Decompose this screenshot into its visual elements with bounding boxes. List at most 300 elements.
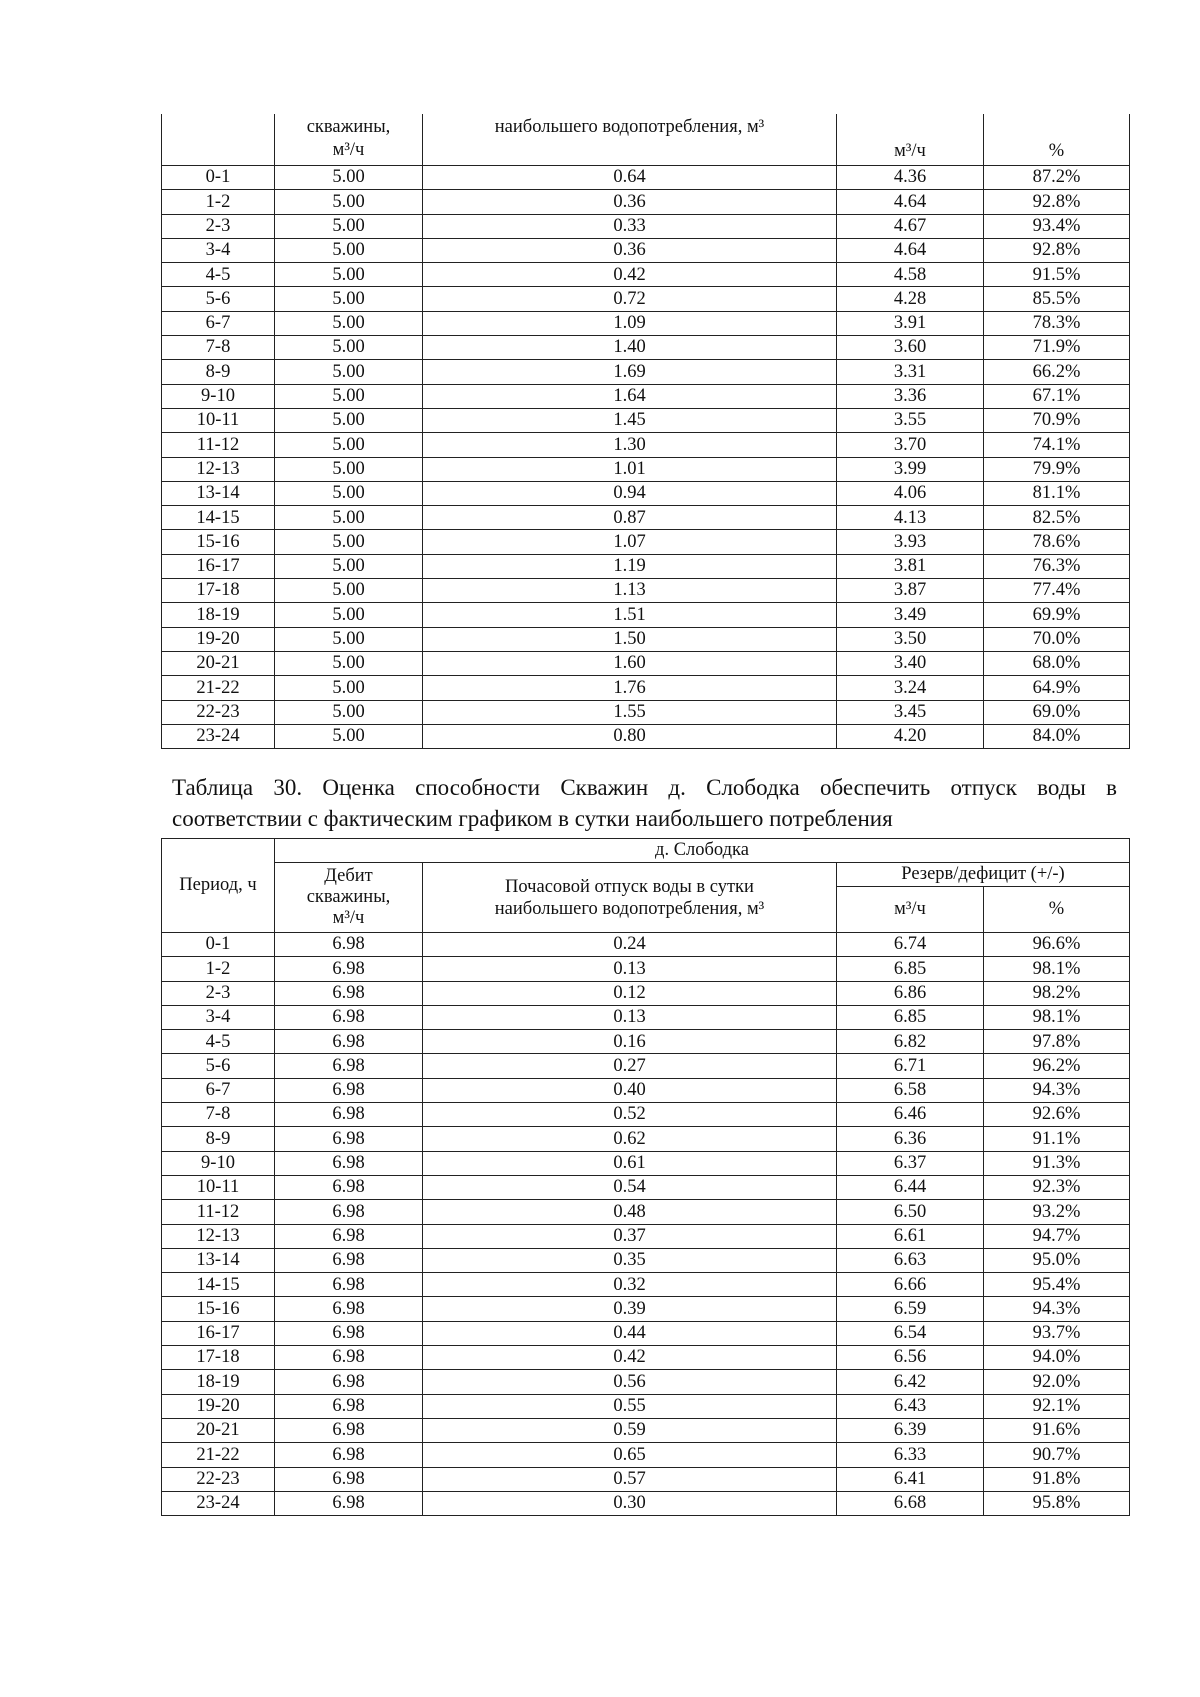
cell-release: 0.33 [423,214,837,238]
cell-reserve-pct: 92.8% [984,238,1130,262]
cell-release: 0.35 [423,1248,837,1272]
cell-yield: 5.00 [275,433,423,457]
table-row [162,530,1130,554]
cell-reserve-m3h: 6.63 [837,1248,984,1272]
cell-period: 22-23 [162,1467,275,1491]
table-row [162,1370,1130,1394]
cell-period: 9-10 [162,1151,275,1175]
cell-period: 8-9 [162,360,275,384]
cell-period: 2-3 [162,981,275,1005]
table-row [162,676,1130,700]
cell-reserve-m3h: 3.40 [837,651,984,675]
cell-yield: 5.00 [275,336,423,360]
table-row [162,1078,1130,1102]
cell-period: 9-10 [162,384,275,408]
table-row [162,724,1130,748]
cell-yield: 6.98 [275,1273,423,1297]
table-row [162,1151,1130,1175]
cell-yield: 6.98 [275,933,423,957]
cell-period: 15-16 [162,530,275,554]
table-continuation-header [162,114,1130,166]
cell-reserve-m3h: 6.43 [837,1394,984,1418]
cell-yield: 6.98 [275,1370,423,1394]
cell-yield: 6.98 [275,1491,423,1515]
cell-reserve-m3h: 6.85 [837,957,984,981]
cell-yield: 5.00 [275,700,423,724]
table-row [162,1175,1130,1199]
cell-reserve-pct: 69.9% [984,603,1130,627]
cell-reserve-m3h: 6.33 [837,1443,984,1467]
cell-period: 3-4 [162,1005,275,1029]
table-30 [161,838,1130,1516]
cell-reserve-pct: 70.9% [984,408,1130,432]
cell-reserve-m3h: 3.70 [837,433,984,457]
cell-reserve-pct: 87.2% [984,166,1130,190]
header-unit-pct: % [984,887,1130,933]
table-row [162,457,1130,481]
cell-reserve-pct: 97.8% [984,1030,1130,1054]
cell-yield: 5.00 [275,214,423,238]
cell-period: 6-7 [162,1078,275,1102]
cell-reserve-m3h: 6.68 [837,1491,984,1515]
cell-reserve-m3h: 4.20 [837,724,984,748]
cell-release: 0.59 [423,1418,837,1442]
cell-release: 0.94 [423,481,837,505]
header-yield-unit: м³/ч [332,908,365,928]
cell-period: 18-19 [162,1370,275,1394]
table-row [162,627,1130,651]
table-row [162,603,1130,627]
cell-reserve-m3h: 6.46 [837,1103,984,1127]
table-row [162,263,1130,287]
cell-reserve-pct: 95.8% [984,1491,1130,1515]
cell-yield: 5.00 [275,263,423,287]
table-continuation-body [162,166,1130,749]
header-unit-m3h: м³/ч [837,887,984,933]
cell-reserve-m3h: 4.64 [837,190,984,214]
cell-reserve-pct: 69.0% [984,700,1130,724]
cell-period: 1-2 [162,957,275,981]
table-continuation [161,114,1130,749]
cell-reserve-m3h: 3.49 [837,603,984,627]
cell-period: 13-14 [162,481,275,505]
cell-yield: 5.00 [275,651,423,675]
cell-release: 0.40 [423,1078,837,1102]
cell-release: 0.27 [423,1054,837,1078]
cell-reserve-pct: 66.2% [984,360,1130,384]
header-yield-label: скважины, [306,887,391,907]
table-row [162,1491,1130,1515]
cell-yield: 5.00 [275,481,423,505]
cell-reserve-m3h: 4.64 [837,238,984,262]
cell-reserve-pct: 71.9% [984,336,1130,360]
cell-reserve-m3h: 6.59 [837,1297,984,1321]
cell-reserve-pct: 94.3% [984,1297,1130,1321]
cell-release: 1.13 [423,579,837,603]
cell-period: 4-5 [162,1030,275,1054]
cell-release: 1.76 [423,676,837,700]
cell-release: 0.80 [423,724,837,748]
cell-period: 1-2 [162,190,275,214]
cell-reserve-pct: 96.6% [984,933,1130,957]
header-unit-m3h: м³/ч [837,114,984,166]
cell-reserve-m3h: 6.54 [837,1321,984,1345]
cell-release: 0.39 [423,1297,837,1321]
cell-period: 17-18 [162,1346,275,1370]
cell-reserve-pct: 95.0% [984,1248,1130,1272]
cell-reserve-m3h: 3.81 [837,554,984,578]
cell-yield: 6.98 [275,1443,423,1467]
cell-yield: 6.98 [275,1127,423,1151]
cell-release: 1.50 [423,627,837,651]
cell-release: 0.65 [423,1443,837,1467]
cell-yield: 6.98 [275,1346,423,1370]
cell-release: 1.01 [423,457,837,481]
cell-release: 0.12 [423,981,837,1005]
table-row [162,311,1130,335]
cell-yield: 5.00 [275,287,423,311]
header-reserve: Резерв/дефицит (+/-) [837,863,1130,887]
cell-yield: 5.00 [275,554,423,578]
cell-reserve-m3h: 4.36 [837,166,984,190]
cell-yield: 5.00 [275,238,423,262]
cell-release: 0.48 [423,1200,837,1224]
cell-release: 1.19 [423,554,837,578]
table-30-header-row-2 [162,863,1130,887]
cell-reserve-m3h: 3.50 [837,627,984,651]
cell-release: 0.57 [423,1467,837,1491]
cell-release: 0.13 [423,957,837,981]
cell-period: 10-11 [162,408,275,432]
header-release-cell [423,114,837,166]
cell-period: 2-3 [162,214,275,238]
cell-period: 14-15 [162,1273,275,1297]
cell-period: 14-15 [162,506,275,530]
cell-yield: 6.98 [275,1175,423,1199]
cell-period: 3-4 [162,238,275,262]
table-row [162,1467,1130,1491]
cell-yield: 5.00 [275,530,423,554]
table-row [162,1054,1130,1078]
table-caption [172,772,1117,834]
cell-release: 1.69 [423,360,837,384]
cell-yield: 6.98 [275,1030,423,1054]
cell-period: 6-7 [162,311,275,335]
cell-yield: 5.00 [275,724,423,748]
cell-reserve-m3h: 4.06 [837,481,984,505]
cell-reserve-pct: 92.1% [984,1394,1130,1418]
cell-yield: 6.98 [275,1054,423,1078]
cell-reserve-pct: 84.0% [984,724,1130,748]
cell-release: 0.54 [423,1175,837,1199]
cell-reserve-m3h: 3.36 [837,384,984,408]
cell-period: 11-12 [162,433,275,457]
cell-release: 0.24 [423,933,837,957]
header-unit-pct: % [984,114,1130,166]
table-row [162,1346,1130,1370]
cell-release: 0.36 [423,238,837,262]
cell-reserve-pct: 91.5% [984,263,1130,287]
cell-release: 0.64 [423,166,837,190]
table-row [162,1321,1130,1345]
table-row [162,1005,1130,1029]
cell-reserve-pct: 92.6% [984,1103,1130,1127]
cell-period: 19-20 [162,1394,275,1418]
cell-period: 5-6 [162,1054,275,1078]
cell-reserve-m3h: 3.24 [837,676,984,700]
cell-reserve-m3h: 6.86 [837,981,984,1005]
cell-yield: 5.00 [275,457,423,481]
cell-reserve-m3h: 6.36 [837,1127,984,1151]
cell-release: 1.45 [423,408,837,432]
cell-release: 0.42 [423,1346,837,1370]
cell-reserve-pct: 91.1% [984,1127,1130,1151]
cell-period: 22-23 [162,700,275,724]
cell-reserve-pct: 94.0% [984,1346,1130,1370]
cell-yield: 6.98 [275,1321,423,1345]
cell-period: 21-22 [162,1443,275,1467]
cell-period: 5-6 [162,287,275,311]
cell-yield: 5.00 [275,384,423,408]
cell-reserve-m3h: 3.91 [837,311,984,335]
cell-reserve-m3h: 6.58 [837,1078,984,1102]
cell-period: 4-5 [162,263,275,287]
cell-reserve-m3h: 3.45 [837,700,984,724]
cell-reserve-m3h: 6.61 [837,1224,984,1248]
cell-reserve-pct: 91.8% [984,1467,1130,1491]
cell-period: 10-11 [162,1175,275,1199]
header-release-line1: Почасовой отпуск воды в сутки [505,876,754,897]
cell-period: 20-21 [162,1418,275,1442]
cell-reserve-pct: 95.4% [984,1273,1130,1297]
cell-yield: 6.98 [275,1297,423,1321]
cell-release: 1.55 [423,700,837,724]
cell-reserve-m3h: 6.42 [837,1370,984,1394]
table-caption-line1: Таблица 30. Оценка способности Скважин д. Слободка обеспечить отпуск воды в [172,775,1117,800]
cell-release: 0.13 [423,1005,837,1029]
header-yield-cell [275,114,423,166]
header-period-cell [162,114,275,166]
table-caption-line2: соответствии с фактическим графиком в сутки наибольшего потребления [172,806,893,831]
cell-yield: 6.98 [275,1224,423,1248]
table-row [162,579,1130,603]
cell-period: 16-17 [162,554,275,578]
header-release-line2: наибольшего водопотребления, м³ [494,898,765,919]
cell-release: 1.64 [423,384,837,408]
cell-period: 0-1 [162,933,275,957]
cell-reserve-m3h: 6.50 [837,1200,984,1224]
table-row [162,360,1130,384]
cell-yield: 5.00 [275,311,423,335]
table-row [162,287,1130,311]
cell-reserve-pct: 79.9% [984,457,1130,481]
cell-reserve-m3h: 6.71 [837,1054,984,1078]
cell-period: 20-21 [162,651,275,675]
cell-reserve-pct: 91.6% [984,1418,1130,1442]
cell-release: 0.55 [423,1394,837,1418]
cell-release: 1.07 [423,530,837,554]
cell-reserve-pct: 93.7% [984,1321,1130,1345]
header-yield-unit: м³/ч [332,139,365,160]
cell-yield: 6.98 [275,1005,423,1029]
cell-reserve-pct: 90.7% [984,1443,1130,1467]
cell-release: 0.72 [423,287,837,311]
cell-period: 13-14 [162,1248,275,1272]
cell-release: 0.30 [423,1491,837,1515]
cell-release: 0.37 [423,1224,837,1248]
cell-reserve-pct: 77.4% [984,579,1130,603]
cell-release: 1.60 [423,651,837,675]
cell-yield: 6.98 [275,1151,423,1175]
cell-reserve-m3h: 3.93 [837,530,984,554]
header-yield [275,863,423,933]
cell-yield: 5.00 [275,506,423,530]
cell-reserve-m3h: 3.31 [837,360,984,384]
cell-reserve-pct: 64.9% [984,676,1130,700]
cell-reserve-pct: 82.5% [984,506,1130,530]
table-row [162,190,1130,214]
cell-reserve-m3h: 6.37 [837,1151,984,1175]
cell-yield: 5.00 [275,603,423,627]
cell-reserve-pct: 92.3% [984,1175,1130,1199]
cell-reserve-pct: 93.4% [984,214,1130,238]
table-row [162,481,1130,505]
cell-reserve-m3h: 6.44 [837,1175,984,1199]
cell-release: 1.51 [423,603,837,627]
table-row [162,1030,1130,1054]
cell-reserve-pct: 70.0% [984,627,1130,651]
table-row [162,554,1130,578]
cell-reserve-pct: 74.1% [984,433,1130,457]
cell-reserve-pct: 91.3% [984,1151,1130,1175]
cell-reserve-m3h: 6.85 [837,1005,984,1029]
cell-reserve-pct: 96.2% [984,1054,1130,1078]
cell-yield: 5.00 [275,190,423,214]
header-location: д. Слободка [275,839,1130,863]
header-release-label: наибольшего водопотребления, м³ [494,117,765,137]
cell-release: 0.36 [423,190,837,214]
cell-reserve-pct: 98.2% [984,981,1130,1005]
cell-reserve-pct: 76.3% [984,554,1130,578]
cell-yield: 6.98 [275,1467,423,1491]
table-row [162,1103,1130,1127]
cell-reserve-pct: 92.8% [984,190,1130,214]
cell-period: 23-24 [162,1491,275,1515]
cell-yield: 5.00 [275,579,423,603]
cell-release: 0.42 [423,263,837,287]
cell-period: 11-12 [162,1200,275,1224]
header-release [423,863,837,933]
table-row [162,433,1130,457]
header-yield-title: Дебит [324,866,373,886]
cell-reserve-m3h: 4.58 [837,263,984,287]
cell-reserve-pct: 78.6% [984,530,1130,554]
cell-reserve-m3h: 4.28 [837,287,984,311]
cell-reserve-m3h: 6.66 [837,1273,984,1297]
cell-release: 0.56 [423,1370,837,1394]
cell-reserve-pct: 81.1% [984,481,1130,505]
cell-yield: 5.00 [275,408,423,432]
cell-release: 0.16 [423,1030,837,1054]
cell-reserve-m3h: 4.67 [837,214,984,238]
cell-yield: 6.98 [275,1248,423,1272]
table-row [162,238,1130,262]
cell-reserve-m3h: 6.41 [837,1467,984,1491]
cell-yield: 5.00 [275,676,423,700]
cell-reserve-pct: 67.1% [984,384,1130,408]
table-row [162,1224,1130,1248]
cell-yield: 6.98 [275,1103,423,1127]
cell-release: 0.61 [423,1151,837,1175]
table-row [162,933,1130,957]
cell-yield: 6.98 [275,1394,423,1418]
cell-release: 0.32 [423,1273,837,1297]
cell-release: 0.52 [423,1103,837,1127]
cell-reserve-m3h: 6.82 [837,1030,984,1054]
table-row [162,1443,1130,1467]
table-row [162,1297,1130,1321]
cell-release: 1.30 [423,433,837,457]
table-row [162,336,1130,360]
cell-reserve-m3h: 3.99 [837,457,984,481]
cell-reserve-m3h: 3.60 [837,336,984,360]
cell-reserve-pct: 98.1% [984,1005,1130,1029]
cell-reserve-pct: 93.2% [984,1200,1130,1224]
cell-release: 1.40 [423,336,837,360]
cell-reserve-m3h: 3.55 [837,408,984,432]
cell-yield: 6.98 [275,1200,423,1224]
cell-reserve-pct: 94.3% [984,1078,1130,1102]
cell-reserve-m3h: 6.56 [837,1346,984,1370]
cell-reserve-pct: 94.7% [984,1224,1130,1248]
cell-period: 12-13 [162,1224,275,1248]
cell-release: 0.62 [423,1127,837,1151]
table-row [162,957,1130,981]
header-period: Период, ч [162,839,275,933]
cell-period: 16-17 [162,1321,275,1345]
table-row [162,1394,1130,1418]
cell-reserve-pct: 85.5% [984,287,1130,311]
cell-reserve-pct: 98.1% [984,957,1130,981]
table-row [162,506,1130,530]
table-row [162,651,1130,675]
table-row [162,700,1130,724]
cell-reserve-pct: 92.0% [984,1370,1130,1394]
cell-reserve-m3h: 4.13 [837,506,984,530]
table-row [162,166,1130,190]
cell-reserve-m3h: 6.74 [837,933,984,957]
table-30-body [162,933,1130,1516]
cell-period: 12-13 [162,457,275,481]
table-row [162,1273,1130,1297]
cell-period: 7-8 [162,336,275,360]
cell-yield: 6.98 [275,957,423,981]
table-row [162,408,1130,432]
table-row [162,981,1130,1005]
table-row [162,214,1130,238]
cell-release: 1.09 [423,311,837,335]
cell-period: 18-19 [162,603,275,627]
cell-period: 17-18 [162,579,275,603]
cell-period: 0-1 [162,166,275,190]
table-row [162,1127,1130,1151]
cell-reserve-m3h: 6.39 [837,1418,984,1442]
cell-release: 0.87 [423,506,837,530]
table-row [162,384,1130,408]
cell-reserve-pct: 78.3% [984,311,1130,335]
cell-reserve-m3h: 3.87 [837,579,984,603]
cell-yield: 6.98 [275,1078,423,1102]
